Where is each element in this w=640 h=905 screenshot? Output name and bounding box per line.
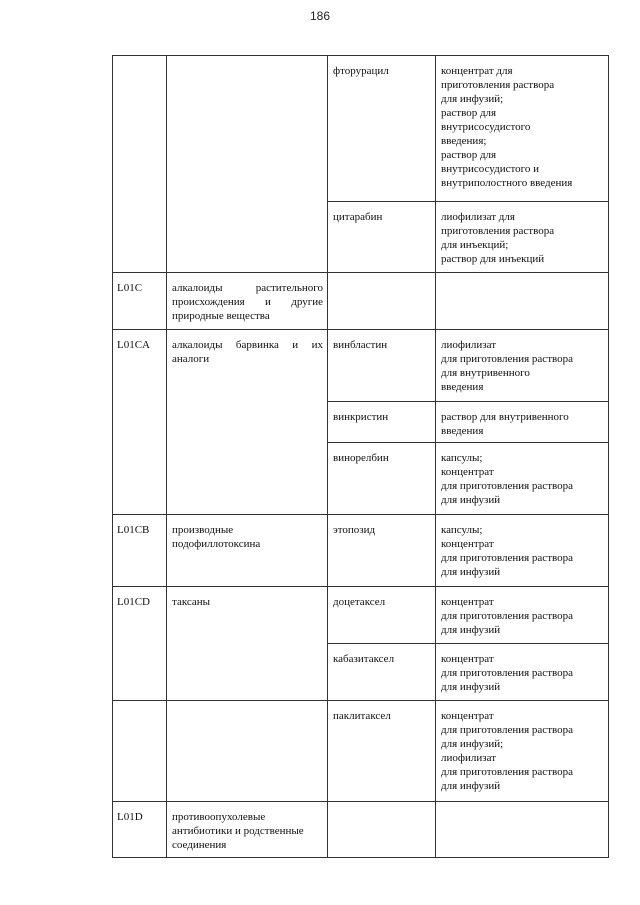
drug-name-cell: фторурацил xyxy=(328,56,436,202)
dosage-form-cell: концентрат для приготовления раствора для инфузий; раствор для внутрисосудистого введения; раствор для внутрисосудистого и внутриполостного введения xyxy=(436,56,609,202)
atc-code-cell: L01D xyxy=(113,802,167,858)
table-row xyxy=(113,802,609,858)
drug-name-cell: этопозид xyxy=(328,515,436,587)
dosage-form-cell: капсулы; концентрат для приготовления раствора для инфузий xyxy=(436,515,609,587)
group-cell: противоопухолевые антибиотики и родственные соединения xyxy=(167,802,328,858)
atc-code-cell: L01CB xyxy=(113,515,167,587)
drug-name-cell: винбластин xyxy=(328,330,436,402)
drug-name-cell: винорелбин xyxy=(328,443,436,515)
drug-name-cell: винкристин xyxy=(328,402,436,443)
group-cell xyxy=(167,701,328,802)
page-number: 186 xyxy=(309,9,331,23)
drug-name-cell: паклитаксел xyxy=(328,701,436,802)
group-cell xyxy=(167,56,328,273)
atc-code-cell xyxy=(113,56,167,273)
atc-code-cell: L01C xyxy=(113,273,167,330)
table-row xyxy=(113,273,609,330)
table-row xyxy=(113,330,609,402)
atc-code-cell xyxy=(113,701,167,802)
table-row xyxy=(113,587,609,644)
dosage-form-cell: концентрат для приготовления раствора для инфузий xyxy=(436,644,609,701)
table-row xyxy=(113,701,609,802)
atc-code-cell: L01CD xyxy=(113,587,167,701)
dosage-form-cell: концентрат для приготовления раствора для инфузий xyxy=(436,587,609,644)
drug-name-cell: доцетаксел xyxy=(328,587,436,644)
drug-name-cell xyxy=(328,273,436,330)
drug-name-cell: кабазитаксел xyxy=(328,644,436,701)
dosage-form-cell: лиофилизат для приготовления раствора для инъекций; раствор для инъекций xyxy=(436,202,609,273)
dosage-form-cell: раствор для внутривенного введения xyxy=(436,402,609,443)
dosage-form-cell: капсулы; концентрат для приготовления раствора для инфузий xyxy=(436,443,609,515)
dosage-form-cell: концентрат для приготовления раствора для инфузий; лиофилизат для приготовления раствора для инфузий xyxy=(436,701,609,802)
atc-code-cell: L01CA xyxy=(113,330,167,515)
group-cell: производные подофиллотоксина xyxy=(167,515,328,587)
dosage-form-cell xyxy=(436,273,609,330)
dosage-form-cell: лиофилизат для приготовления раствора для внутривенного введения xyxy=(436,330,609,402)
table-row xyxy=(113,56,609,202)
medication-table xyxy=(112,55,609,858)
drug-name-cell: цитарабин xyxy=(328,202,436,273)
table-row xyxy=(113,515,609,587)
drug-name-cell xyxy=(328,802,436,858)
group-cell: алкалоиды растительного происхождения и другие природные вещества xyxy=(167,273,328,330)
group-cell: таксаны xyxy=(167,587,328,701)
dosage-form-cell xyxy=(436,802,609,858)
group-cell: алкалоиды барвинка и их аналоги xyxy=(167,330,328,515)
